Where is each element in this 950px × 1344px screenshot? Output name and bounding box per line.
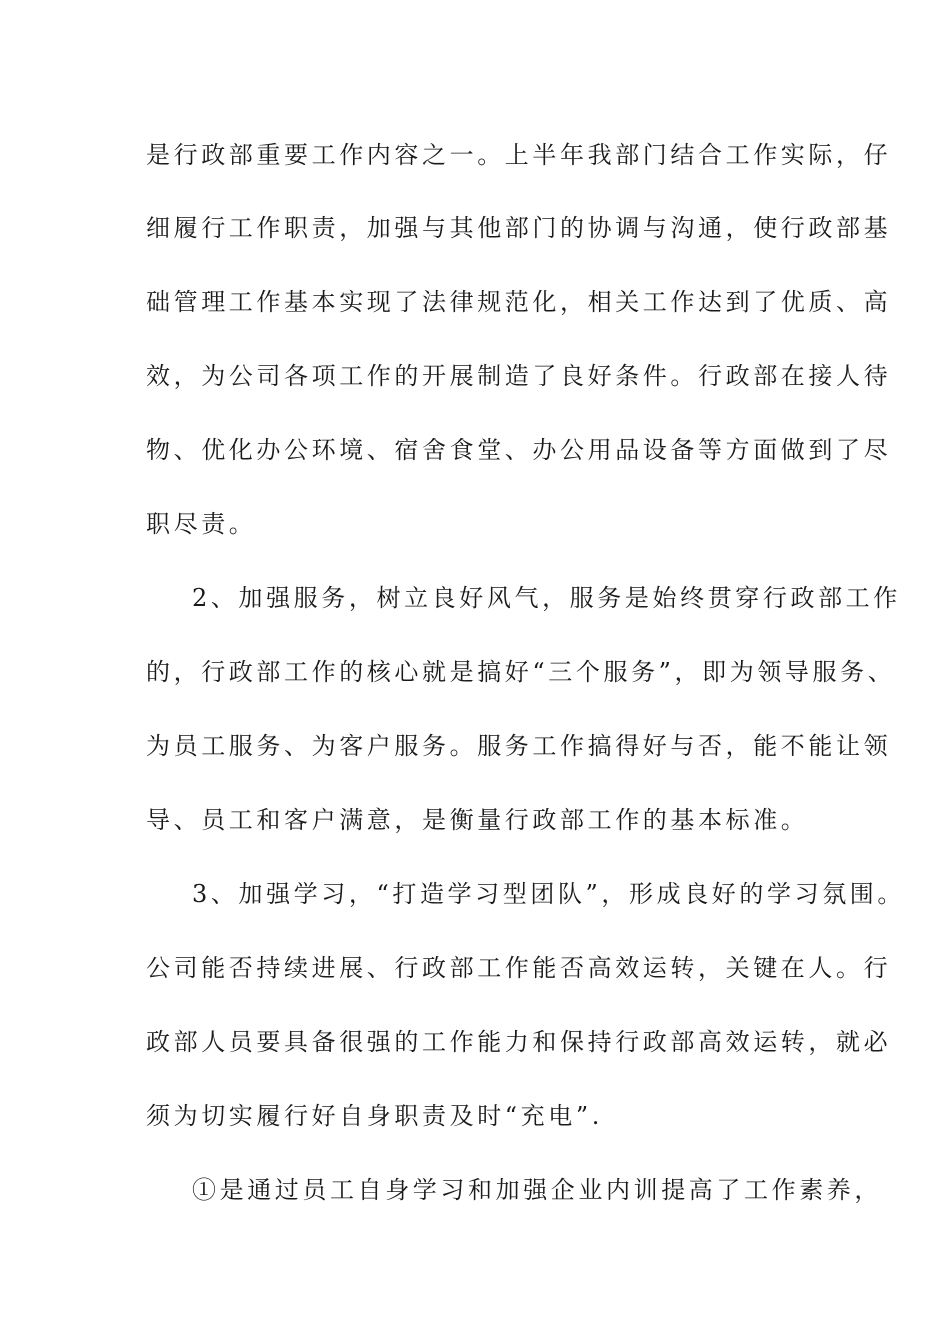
- text-line: 导、员工和客户满意，是衡量行政部工作的基本标准。: [146, 806, 809, 834]
- text-line: 物、优化办公环境、宿舍食堂、办公用品设备等方面做到了尽: [146, 436, 892, 464]
- text-line: 为员工服务、为客户服务。服务工作搞得好与否，能不能让领: [146, 732, 892, 760]
- text-line: 的，行政部工作的核心就是搞好“三个服务”，即为领导服务、: [146, 658, 896, 686]
- paragraph-start-line: 3、加强学习，“打造学习型团队”，形成良好的学习氛围。: [192, 880, 906, 908]
- text-line: 是行政部重要工作内容之一。上半年我部门结合工作实际，仔: [146, 141, 892, 169]
- text-line: 职尽责。: [146, 510, 257, 538]
- paragraph-start-line: ①是通过员工自身学习和加强企业内训提高了工作素养，: [192, 1176, 882, 1204]
- text-line: 效，为公司各项工作的开展制造了良好条件。行政部在接人待: [146, 362, 892, 390]
- text-line: 细履行工作职责，加强与其他部门的协调与沟通，使行政部基: [146, 214, 892, 242]
- text-line: 须为切实履行好自身职责及时“充电”.: [146, 1102, 603, 1130]
- text-line: 础管理工作基本实现了法律规范化，相关工作达到了优质、高: [146, 288, 892, 316]
- text-line: 政部人员要具备很强的工作能力和保持行政部高效运转，就必: [146, 1028, 892, 1056]
- text-line: 公司能否持续进展、行政部工作能否高效运转，关键在人。行: [146, 954, 892, 982]
- paragraph-start-line: 2、加强服务，树立良好风气，服务是始终贯穿行政部工作: [192, 584, 901, 612]
